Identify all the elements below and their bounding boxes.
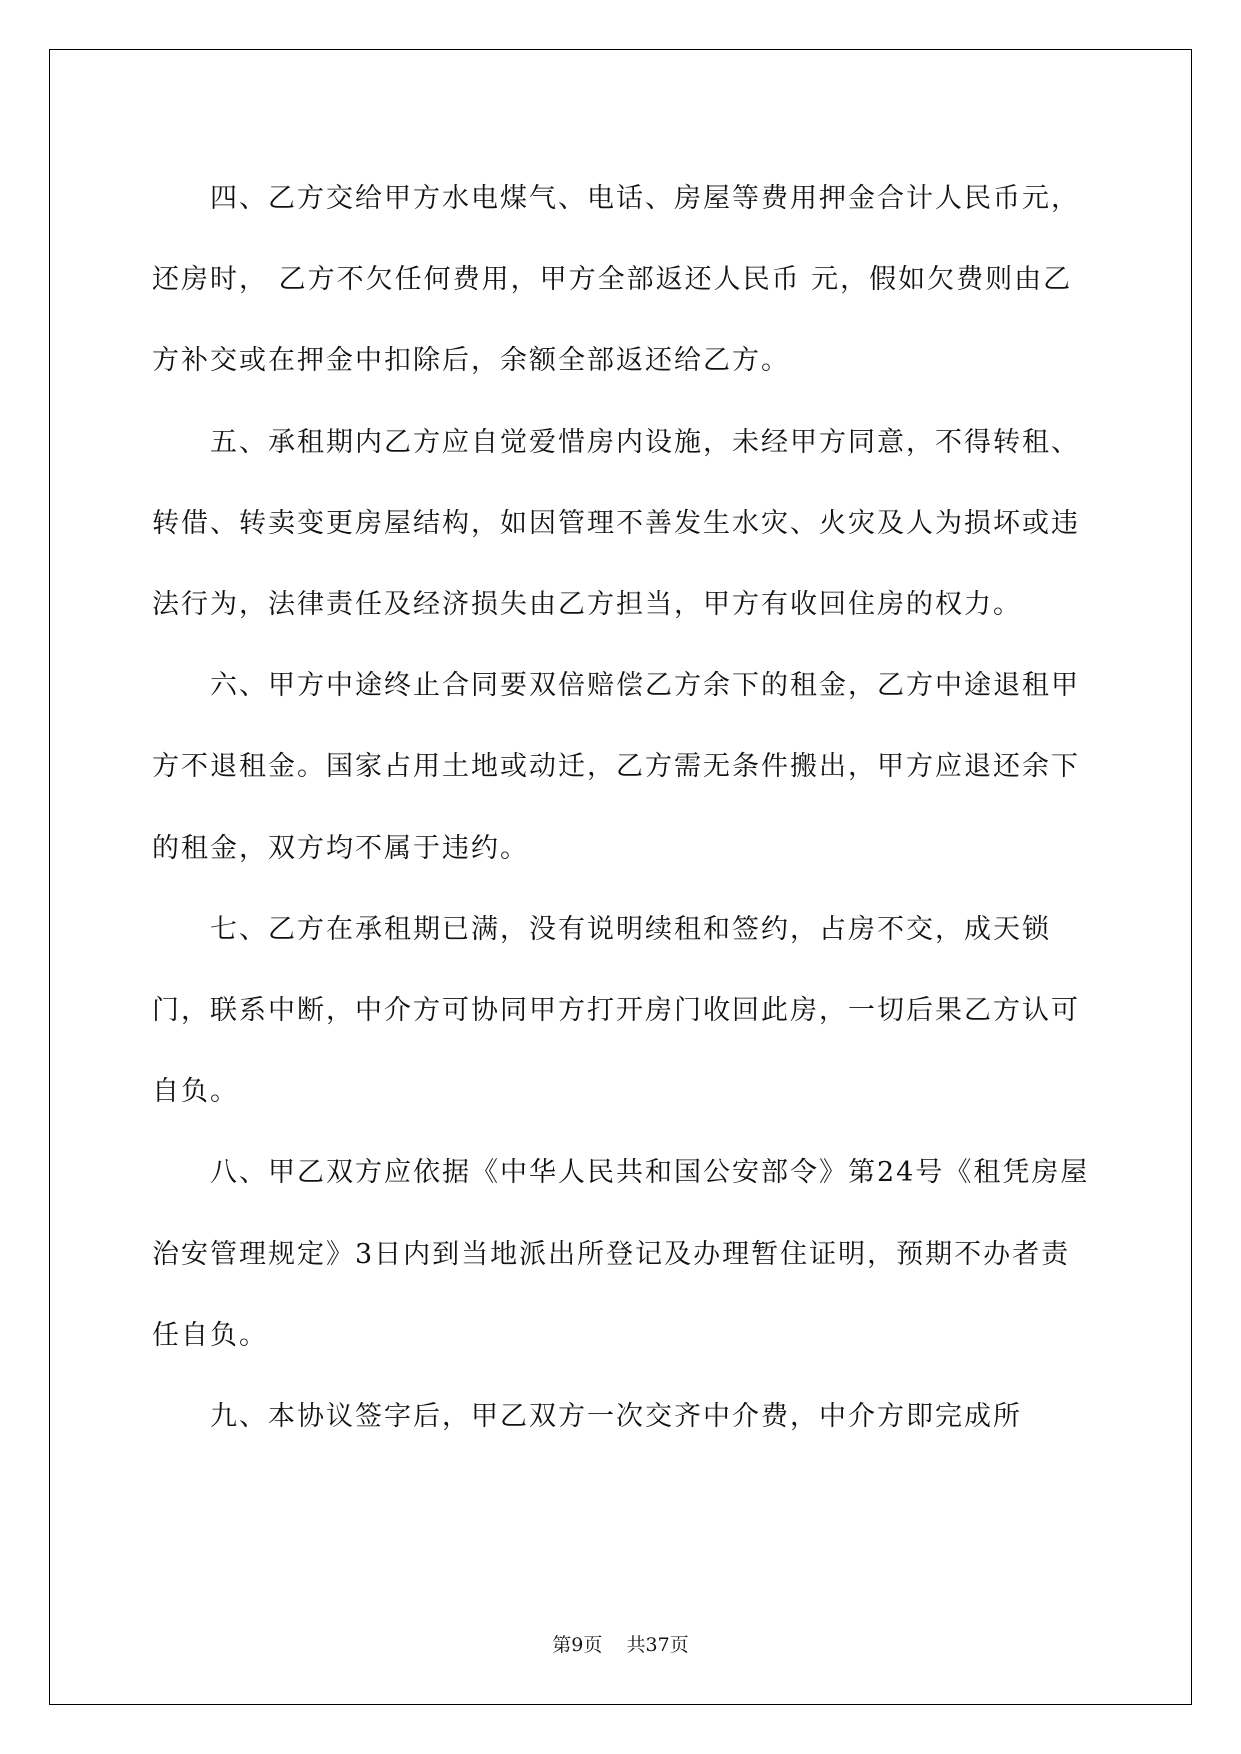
paragraph-clause-5: 五、承租期内乙方应自觉爱惜房内设施，未经甲方同意，不得转租、转借、转卖变更房屋结构，如因管理不善发生水灾、火灾及人为损坏或违法行为，法律责任及经济损失由乙方担当，甲方有收回住房的权力。 [152,426,1080,621]
page-total: 共37页 [626,1634,689,1656]
page-footer [0,1630,1241,1657]
paragraph-clause-7: 七、乙方在承租期已满，没有说明续租和签约，占房不交，成天锁门，联系中断，中介方可协同甲方打开房门收回此房，一切后果乙方认可自负。 [152,913,1080,1108]
document-body [152,158,1090,1457]
paragraph-clause-4: 四、乙方交给甲方水电煤气、电话、房屋等费用押金合计人民币元，还房时， 乙方不欠任何费用，甲方全部返还人民币 元，假如欠费则由乙方补交或在押金中扣除后，余额全部返还给乙方。 [152,183,1080,377]
page-number: 第9页 [552,1634,603,1656]
paragraph-clause-6: 六、甲方中途终止合同要双倍赔偿乙方余下的租金，乙方中途退租甲方不退租金。国家占用土地或动迁，乙方需无条件搬出，甲方应退还余下的租金，双方均不属于违约。 [152,670,1080,864]
paragraph-clause-9: 九、本协议签字后，甲乙双方一次交齐中介费，中介方即完成所 [210,1401,1022,1433]
paragraph-clause-8: 八、甲乙双方应依据《中华人民共和国公安部令》第24号《租凭房屋治安管理规定》3日内到当地派出所登记及办理暂住证明，预期不办者责任自负。 [152,1157,1090,1351]
